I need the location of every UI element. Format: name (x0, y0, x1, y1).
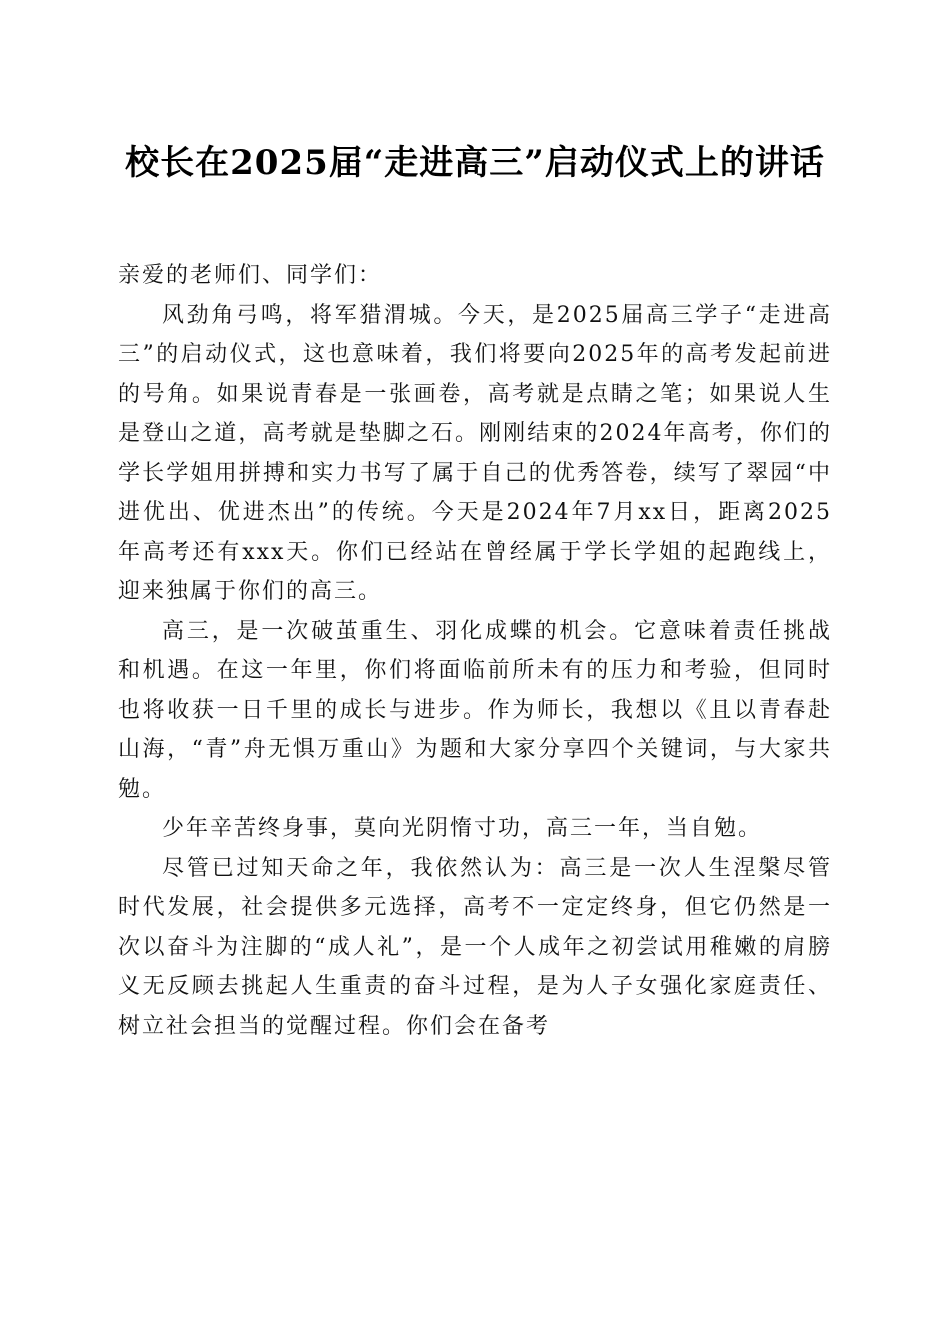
paragraph-2: 高三，是一次破茧重生、羽化成蝶的机会。它意味着责任挑战和机遇。在这一年里，你们将面临前所未有的压力和考验，但同时也将收获一日千里的成长与进步。作为师长，我想以《且以青春赴山海，“青”舟无惧万重山》为题和大家分享四个关键词，与大家共勉。 (118, 618, 832, 802)
salutation: 亲爱的老师们、同学们： (118, 263, 383, 288)
paragraph-4: 尽管已过知天命之年，我依然认为：高三是一次人生涅槃尽管时代发展，社会提供多元选择，高考不一定定终身，但它仍然是一次以奋斗为注脚的“成人礼”，是一个人成年之初尝试用稚嫩的肩膀义无反顾去挑起人生重责的奋斗过程，是为人子女强化家庭责任、树立社会担当的觉醒过程。你们会在备考 (118, 855, 832, 1039)
document-title: 校长在2025届“走进高三”启动仪式上的讲话 (125, 143, 825, 183)
document-body (118, 256, 832, 1046)
paragraph-1: 风劲角弓鸣，将军猎渭城。今天，是2025届高三学子“走进高三”的启动仪式，这也意味着，我们将要向2025年的高考发起前进的号角。如果说青春是一张画卷，高考就是点睛之笔；如果说人生是登山之道，高考就是垫脚之石。刚刚结束的2024年高考，你们的学长学姐用拼搏和实力书写了属于自己的优秀答卷，续写了翠园“中进优出、优进杰出”的传统。今天是2024年7月xx日，距离2025年高考还有xxx天。你们已经站在曾经属于学长学姐的起跑线上，迎来独属于你们的高三。 (118, 302, 832, 604)
paragraph-3: 少年辛苦终身事，莫向光阴惰寸功，高三一年，当自勉。 (162, 816, 763, 841)
